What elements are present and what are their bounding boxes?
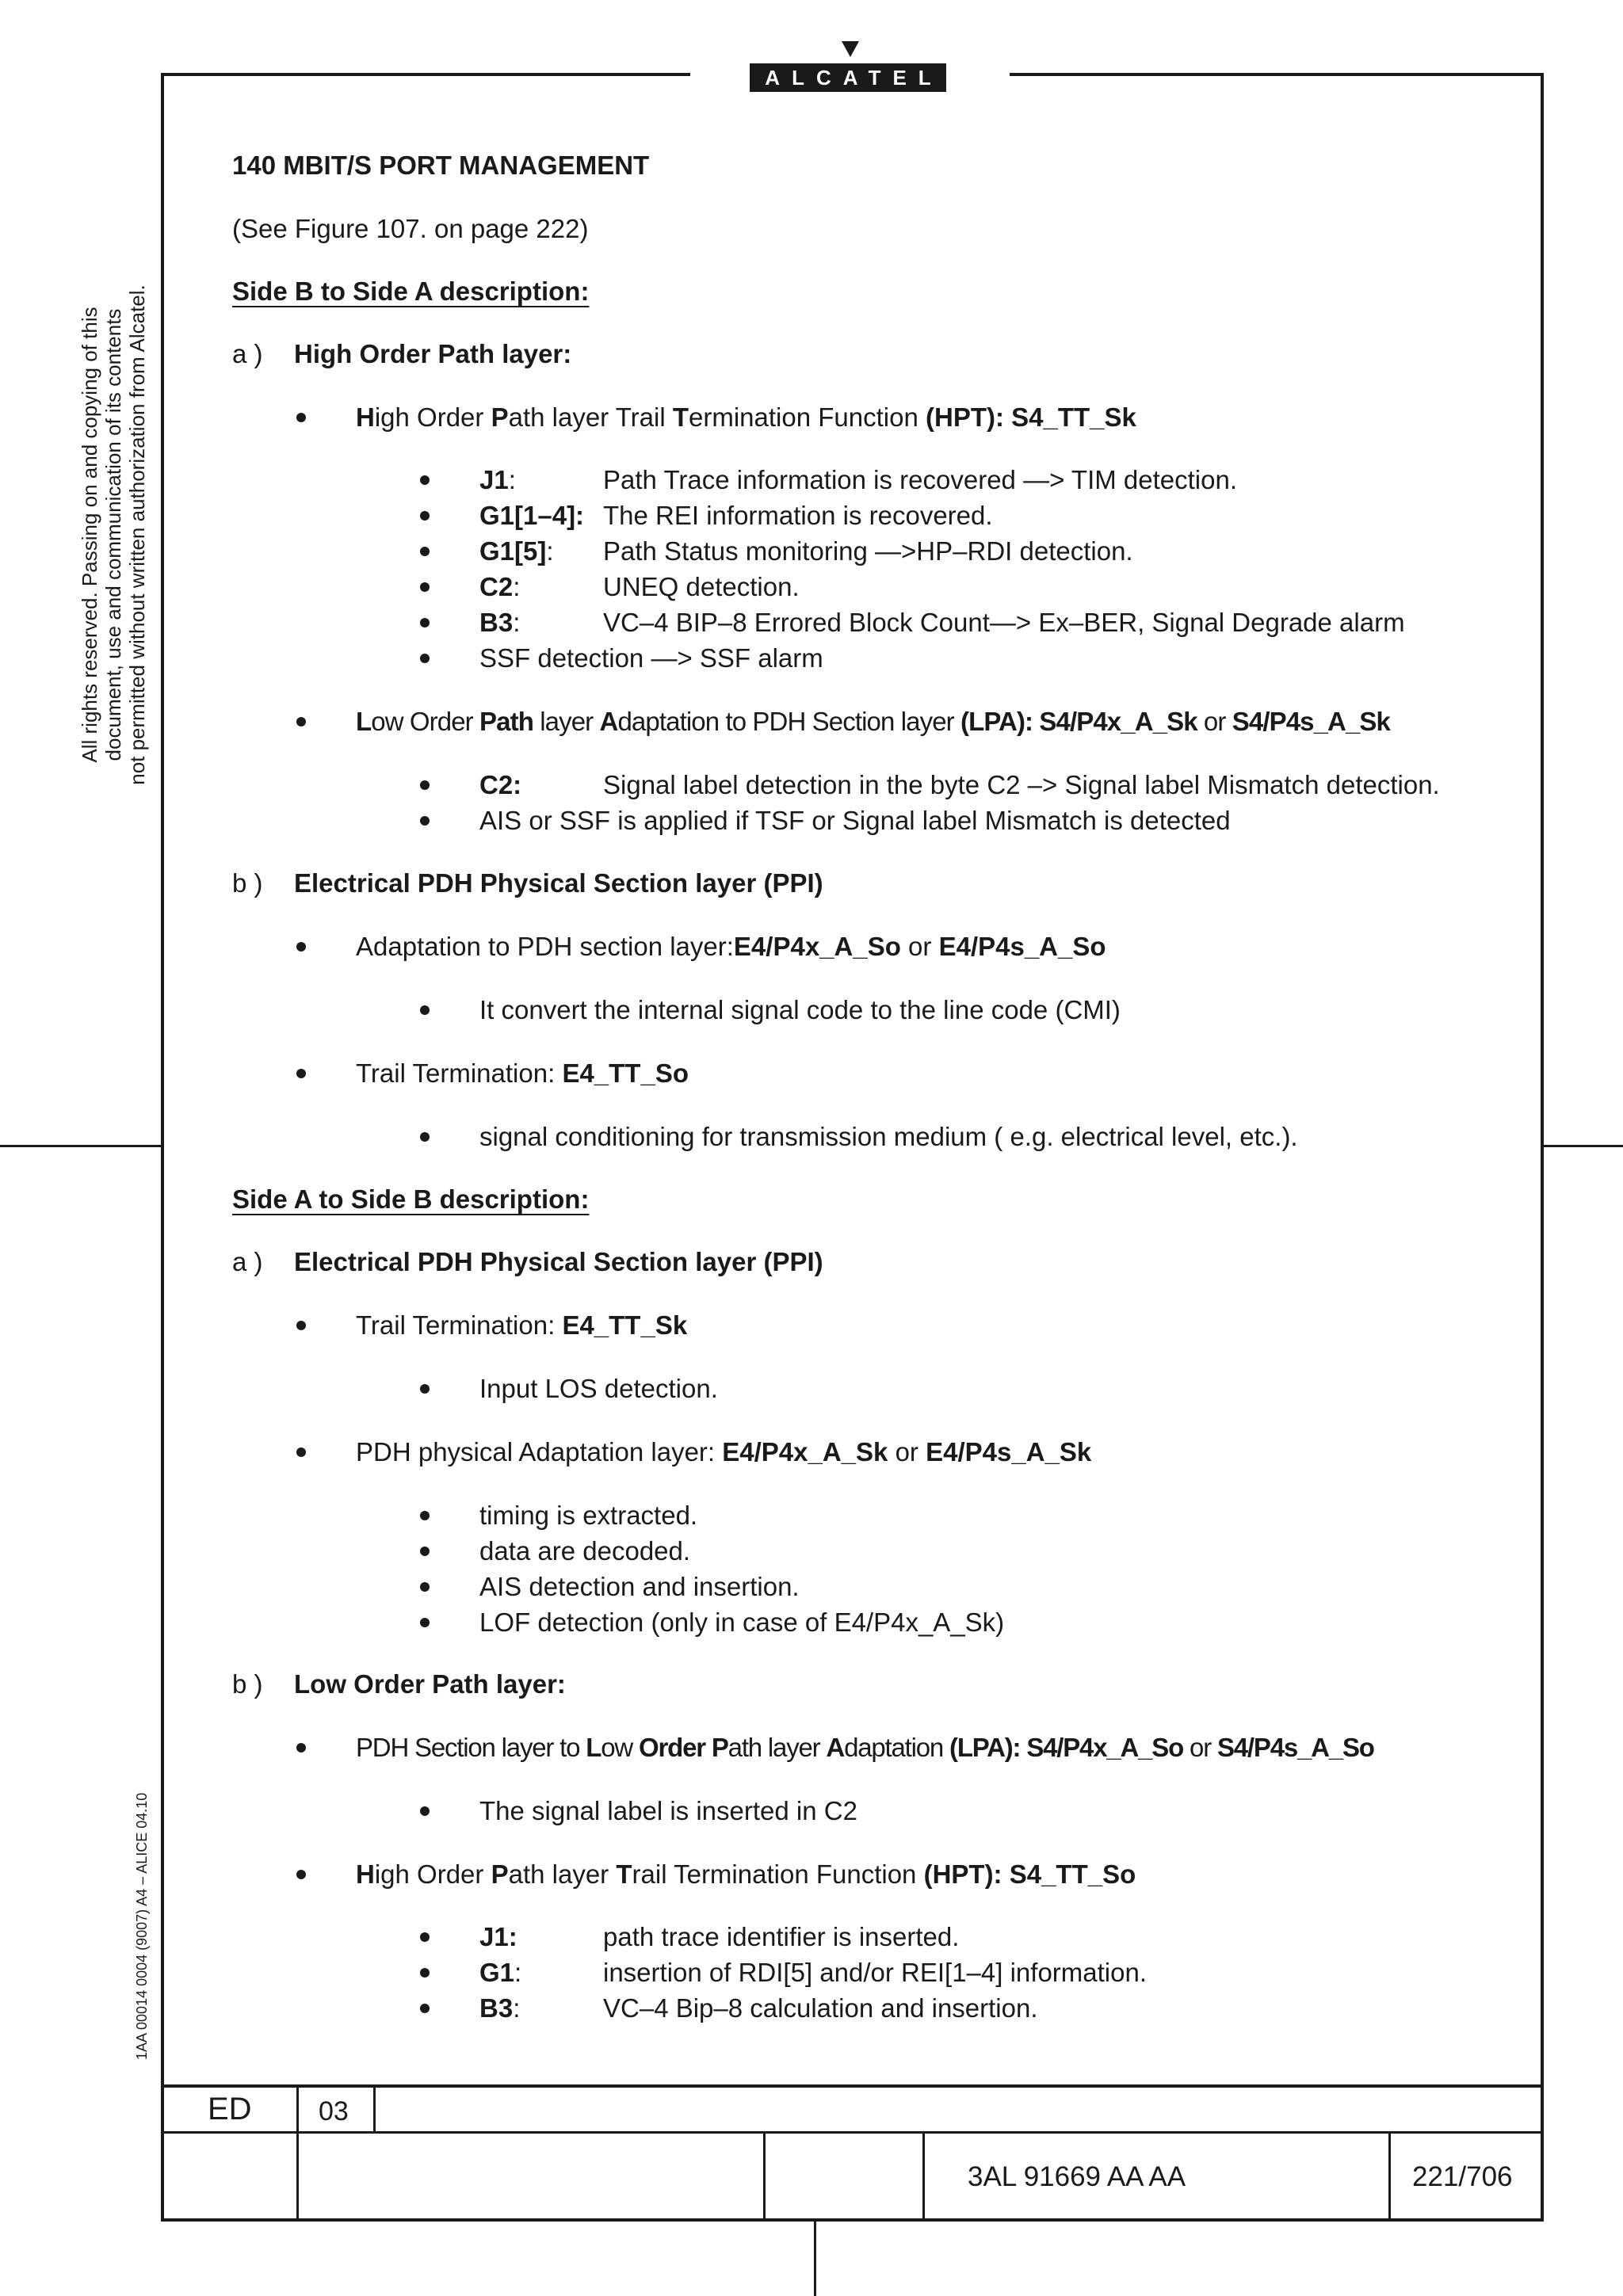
bullet-icon: [420, 511, 430, 521]
list-item: C2:: [479, 572, 521, 601]
logo-marker-icon: [842, 41, 859, 57]
copyright-line-3: not permitted without written authorization from Alcatel.: [125, 284, 149, 785]
bullet-icon: [420, 547, 430, 556]
list-marker: a ): [232, 339, 263, 368]
bullet-icon: [420, 1547, 430, 1556]
lpa-source-function: PDH Section layer to Low Order Path layer Adaptation (LPA): S4/P4x_A_So or S4/P4s_A_So: [356, 1733, 1374, 1762]
bullet-icon: [296, 1321, 306, 1330]
list-item-desc: Signal label detection in the byte C2 –> Signal label Mismatch detection.: [603, 770, 1440, 799]
list-item: B3:: [479, 1993, 521, 2023]
frame-right: [1541, 73, 1544, 2222]
bullet-icon: [296, 942, 306, 952]
footer-divider: [763, 2131, 766, 2222]
list-item-desc: VC–4 Bip–8 calculation and insertion.: [603, 1993, 1038, 2023]
bullet-icon: [420, 1511, 430, 1520]
bullet-icon: [296, 1069, 306, 1078]
copyright-line-1: All rights reserved. Passing on and copying of this: [78, 307, 101, 763]
lpa-sink-function: Low Order Path layer Adaptation to PDH Section layer (LPA): S4/P4x_A_Sk or S4/P4s_A_Sk: [356, 707, 1391, 736]
bullet-icon: [420, 816, 430, 826]
list-item: J1:: [479, 1922, 517, 1951]
section-heading-a-to-b: Side A to Side B description:: [232, 1184, 590, 1214]
bullet-icon: [420, 2004, 430, 2013]
bullet-icon: [420, 1132, 430, 1142]
footer-top-rule: [161, 2084, 1544, 2088]
footer-divider: [296, 2084, 299, 2222]
list-item: It convert the internal signal code to the line code (CMI): [479, 995, 1121, 1024]
list-marker: a ): [232, 1247, 263, 1276]
bullet-icon: [296, 1447, 306, 1457]
copyright-notice: [78, 265, 149, 804]
figure-reference: (See Figure 107. on page 222): [232, 214, 589, 243]
trail-termination-sink: Trail Termination: E4_TT_Sk: [356, 1310, 688, 1340]
bullet-icon: [420, 1932, 430, 1942]
frame-top-right: [1010, 73, 1544, 76]
list-item: data are decoded.: [479, 1536, 691, 1566]
subsection-title: Electrical PDH Physical Section layer (PPI): [294, 1247, 823, 1276]
list-item: SSF detection —> SSF alarm: [479, 643, 823, 673]
list-item: J1:: [479, 465, 516, 494]
bullet-icon: [420, 1968, 430, 1978]
page-number: 221/706: [1412, 2161, 1513, 2192]
subsection-title: High Order Path layer:: [294, 339, 572, 368]
list-item: G1[5]:: [479, 536, 554, 566]
list-item-desc: The REI information is recovered.: [603, 501, 993, 530]
section-heading-b-to-a: Side B to Side A description:: [232, 277, 590, 306]
list-item: C2:: [479, 770, 522, 799]
list-item: AIS or SSF is applied if TSF or Signal label Mismatch is detected: [479, 806, 1231, 835]
list-item-desc: VC–4 BIP–8 Errored Block Count—> Ex–BER, Signal Degrade alarm: [603, 608, 1405, 637]
subsection-title: Electrical PDH Physical Section layer (PPI): [294, 868, 823, 898]
bullet-icon: [420, 1806, 430, 1816]
bullet-icon: [296, 717, 306, 727]
bullet-icon: [296, 413, 306, 422]
bullet-icon: [420, 1582, 430, 1592]
margin-mark-right: [1544, 1145, 1623, 1147]
bullet-icon: [420, 1618, 430, 1627]
list-item: The signal label is inserted in C2: [479, 1796, 857, 1825]
margin-mark-left: [0, 1145, 161, 1147]
frame-left: [161, 73, 164, 2222]
bullet-icon: [420, 1005, 430, 1015]
list-item-desc: UNEQ detection.: [603, 572, 800, 601]
list-item: G1[1–4]:: [479, 501, 585, 530]
bullet-icon: [296, 1870, 306, 1879]
alcatel-logo: ALCATEL: [750, 63, 946, 92]
hpt-source-function: High Order Path layer Trail Termination Function (HPT): S4_TT_So: [356, 1859, 1136, 1889]
bullet-icon: [296, 1743, 306, 1753]
bullet-icon: [420, 618, 430, 627]
subsection-title: Low Order Path layer:: [294, 1669, 566, 1699]
frame-top-left: [161, 73, 690, 76]
form-code: 1AA 00014 0004 (9007) A4 – ALICE 04.10: [134, 1792, 150, 2060]
list-item: LOF detection (only in case of E4/P4x_A_Sk): [479, 1608, 1005, 1637]
footer-fold-mark: [814, 2222, 816, 2296]
footer-mid-rule: [161, 2131, 1544, 2134]
list-item-desc: Path Status monitoring —>HP–RDI detection.: [603, 536, 1133, 566]
adaptation-sink: PDH physical Adaptation layer: E4/P4x_A_Sk or E4/P4s_A_Sk: [356, 1437, 1092, 1466]
list-item: AIS detection and insertion.: [479, 1572, 800, 1601]
footer-bottom-rule: [161, 2218, 1544, 2222]
copyright-line-2: document, use and communication of its contents: [101, 308, 125, 761]
list-marker: b ): [232, 1669, 263, 1699]
list-item-desc: insertion of RDI[5] and/or REI[1–4] information.: [603, 1958, 1148, 1987]
footer-divider: [922, 2131, 925, 2222]
bullet-icon: [420, 1384, 430, 1394]
hpt-sink-function: High Order Path layer Trail Termination Function (HPT): S4_TT_Sk: [356, 402, 1136, 432]
adaptation-source: Adaptation to PDH section layer:E4/P4x_A_So or E4/P4s_A_So: [356, 932, 1106, 961]
list-item: B3:: [479, 608, 521, 637]
page-title: 140 MBIT/S PORT MANAGEMENT: [232, 151, 650, 180]
document-number: 3AL 91669 AA AA: [968, 2161, 1186, 2192]
list-item: signal conditioning for transmission medium ( e.g. electrical level, etc.).: [479, 1122, 1298, 1151]
list-marker: b ): [232, 868, 263, 898]
list-item: Input LOS detection.: [479, 1374, 718, 1403]
bullet-icon: [420, 475, 430, 485]
list-item: timing is extracted.: [479, 1501, 698, 1530]
footer-divider: [373, 2084, 376, 2134]
list-item-desc: path trace identifier is inserted.: [603, 1922, 960, 1951]
edition-value: 03: [319, 2096, 349, 2126]
trail-termination-source: Trail Termination: E4_TT_So: [356, 1058, 689, 1088]
list-item: G1:: [479, 1958, 522, 1987]
bullet-icon: [420, 780, 430, 790]
bullet-icon: [420, 654, 430, 663]
footer-divider: [1388, 2131, 1391, 2222]
list-item-desc: Path Trace information is recovered —> TIM detection.: [603, 465, 1238, 494]
bullet-icon: [420, 582, 430, 592]
edition-label: ED: [208, 2092, 252, 2126]
